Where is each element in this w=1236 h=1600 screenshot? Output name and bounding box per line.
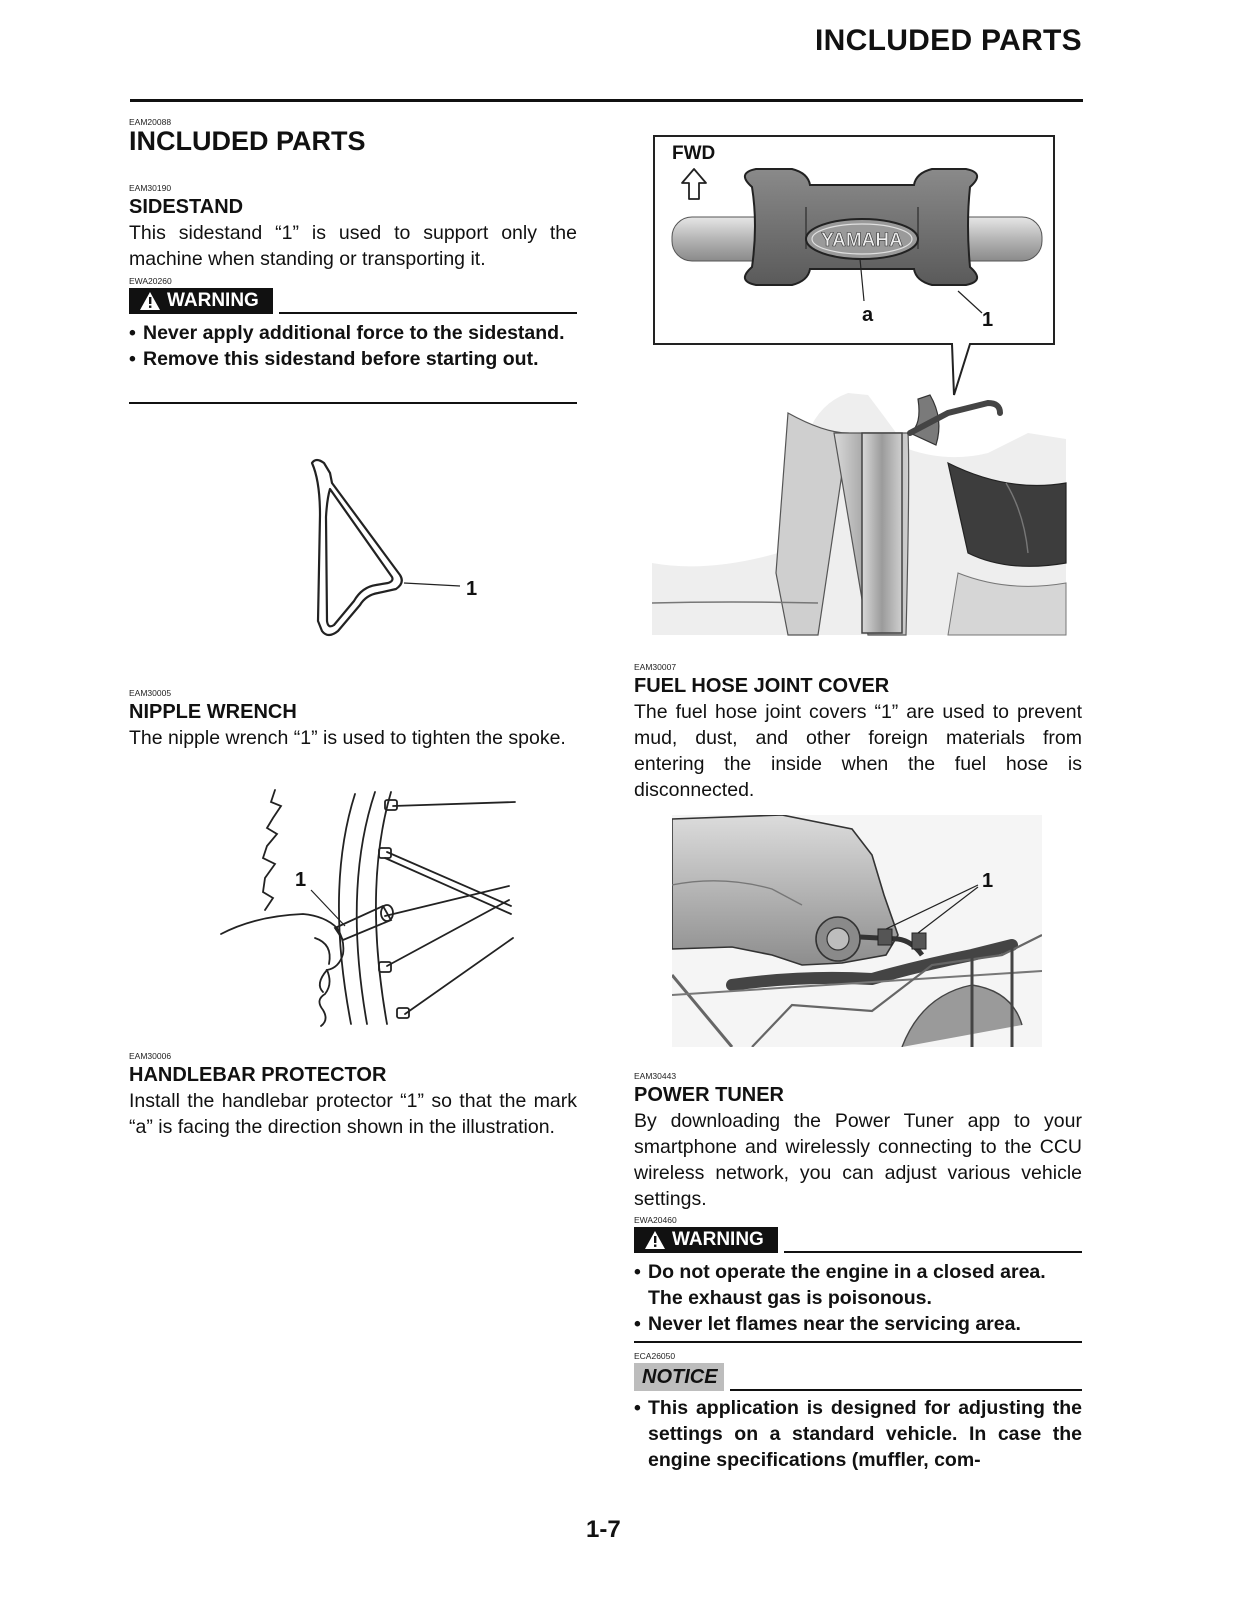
power-tuner-warning-label: WARNING (672, 1229, 764, 1250)
protector-label: 1 (982, 309, 994, 331)
fuel-hose-figure-label: 1 (982, 870, 994, 892)
power-tuner-notice-code: ECA26050 (634, 1351, 676, 1361)
notice-rule (730, 1389, 1082, 1391)
nipple-wrench-figure-label: 1 (295, 869, 307, 891)
page-number: 1-7 (586, 1516, 621, 1543)
fuel-hose-illustration (672, 815, 1042, 1047)
power-tuner-warning-code: EWA20460 (634, 1215, 677, 1225)
mark-a-label: a (862, 304, 874, 326)
sidestand-warning-badge (129, 288, 273, 314)
handlebar-protector-title: HANDLEBAR PROTECTOR (129, 1064, 387, 1086)
sidestand-code: EAM30190 (129, 183, 172, 193)
sidestand-title: SIDESTAND (129, 196, 244, 218)
fuel-hose-title: FUEL HOSE JOINT COVER (634, 675, 890, 697)
power-tuner-body: By downloading the Power Tuner app to your smartphone and wirelessly connecting to the CCU wireless network, you can adjust various vehicle settings. (634, 1110, 1082, 1210)
warning-rule (784, 1251, 1082, 1253)
power-tuner-notice-list (634, 1395, 1082, 1473)
handlebar-protector-body: Install the handlebar protector “1” so that the mark “a” is facing the direction shown in the illustration. (129, 1090, 577, 1138)
fwd-label: FWD (672, 143, 716, 164)
yamaha-mark: YAMAHA (821, 230, 903, 251)
handlebar-protector-code: EAM30006 (129, 1051, 172, 1061)
sidestand-illustration (300, 455, 500, 645)
nipple-wrench-body: The nipple wrench “1” is used to tighten the spoke. (129, 727, 566, 749)
nipple-wrench-code: EAM30005 (129, 688, 172, 698)
power-tuner-code: EAM30443 (634, 1071, 677, 1081)
warning-item: • Never let flames near the servicing area. (634, 1313, 1021, 1335)
warning-end-rule (129, 402, 577, 404)
page-header-title: INCLUDED PARTS (815, 24, 1082, 57)
nipple-wrench-illustration (215, 788, 520, 1028)
warning-triangle-icon (139, 291, 161, 311)
warning-item: • Do not operate the engine in a closed area. The exhaust gas is poisonous. (634, 1261, 1046, 1309)
notice-badge: NOTICE (634, 1363, 724, 1391)
warning-end-rule (634, 1341, 1082, 1343)
power-tuner-title: POWER TUNER (634, 1084, 784, 1106)
section-title: INCLUDED PARTS (129, 126, 366, 156)
sidestand-body: This sidestand “1” is used to support only the machine when standing or transporting it. (129, 222, 577, 270)
sidestand-warning-code: EWA20260 (129, 276, 172, 286)
header-rule (130, 99, 1083, 102)
warning-item: • Remove this sidestand before starting out. (129, 348, 539, 370)
warning-item: • Never apply additional force to the sidestand. (129, 322, 565, 344)
warning-triangle-icon (644, 1230, 666, 1250)
fuel-hose-code: EAM30007 (634, 662, 677, 672)
power-tuner-warning-badge (634, 1227, 778, 1253)
notice-item: • This application is designed for adjusting the settings on a standard vehicle. In case the engine specifications (muffler, com- (634, 1397, 1082, 1471)
sidestand-figure-label: 1 (466, 578, 478, 600)
fuel-hose-body: The fuel hose joint covers “1” are used to prevent mud, dust, and other foreign materials from entering the inside when the fuel hose is disconnected. (634, 701, 1082, 801)
nipple-wrench-title: NIPPLE WRENCH (129, 701, 297, 723)
power-tuner-warning-list (634, 1259, 1082, 1337)
warning-rule (279, 312, 577, 314)
section-code: EAM20088 (129, 117, 172, 127)
sidestand-warning-label: WARNING (167, 290, 259, 311)
sidestand-warning-list (129, 320, 577, 372)
handlebar-protector-illustration (648, 133, 1070, 639)
